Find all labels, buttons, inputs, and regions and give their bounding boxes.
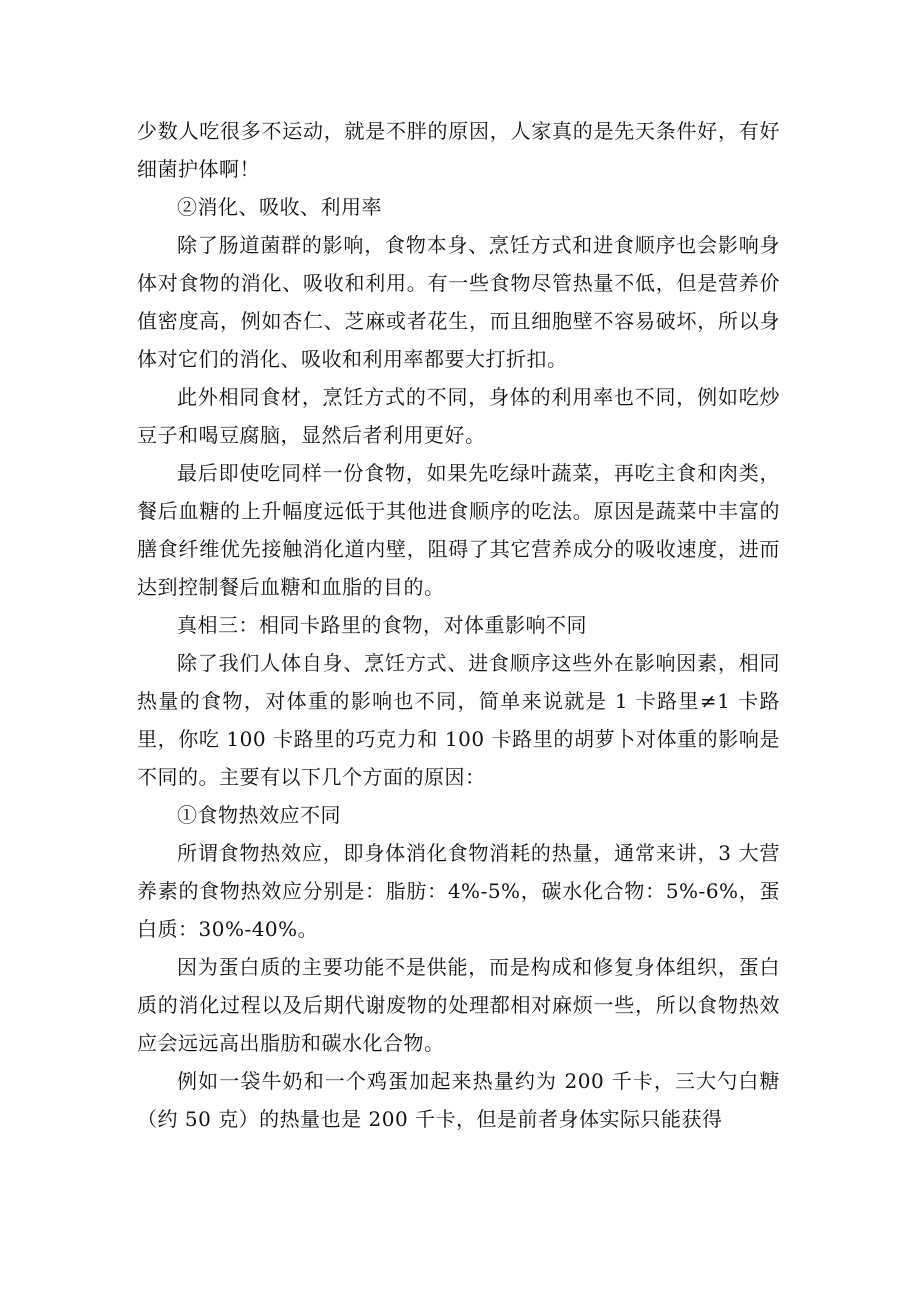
document-page	[137, 112, 780, 1138]
section-heading-truth-three: 真相三：相同卡路里的食物，对体重影响不同	[177, 613, 587, 637]
section-heading-digestion: ②消化、吸收、利用率	[177, 195, 382, 219]
paragraph: 例如一袋牛奶和一个鸡蛋加起来热量约为 200 千卡，三大勺白糖（约 50 克）的热量也是 200 千卡，但是前者身体实际只能获得	[137, 1069, 780, 1131]
section-heading-thermic-effect: ①食物热效应不同	[177, 803, 341, 827]
paragraph: 此外相同食材，烹饪方式的不同，身体的利用率也不同，例如吃炒豆子和喝豆腐脑，显然后者利用更好。	[137, 385, 780, 447]
paragraph: 因为蛋白质的主要功能不是供能，而是构成和修复身体组织，蛋白质的消化过程以及后期代谢废物的处理都相对麻烦一些，所以食物热效应会远远高出脂肪和碳水化合物。	[137, 955, 780, 1055]
paragraph: 所谓食物热效应，即身体消化食物消耗的热量，通常来讲，3 大营养素的食物热效应分别是：脂肪：4%-5%，碳水化合物：5%-6%，蛋白质：30%-40%。	[137, 841, 780, 941]
paragraph: 除了我们人体自身、烹饪方式、进食顺序这些外在影响因素，相同热量的食物，对体重的影响也不同，简单来说就是 1 卡路里≠1 卡路里，你吃 100 卡路里的巧克力和 100 卡路里的胡萝卜对体重的影响是不同的。主要有以下几个方面的原因：	[137, 651, 780, 789]
paragraph-continuation: 少数人吃很多不运动，就是不胖的原因，人家真的是先天条件好，有好细菌护体啊！	[137, 119, 780, 181]
paragraph: 除了肠道菌群的影响，食物本身、烹饪方式和进食顺序也会影响身体对食物的消化、吸收和利用。有一些食物尽管热量不低，但是营养价值密度高，例如杏仁、芝麻或者花生，而且细胞壁不容易破坏，所以身体对它们的消化、吸收和利用率都要大打折扣。	[137, 233, 780, 371]
paragraph: 最后即使吃同样一份食物，如果先吃绿叶蔬菜，再吃主食和肉类，餐后血糖的上升幅度远低于其他进食顺序的吃法。原因是蔬菜中丰富的膳食纤维优先接触消化道内壁，阻碍了其它营养成分的吸收速度，进而达到控制餐后血糖和血脂的目的。	[137, 461, 780, 599]
